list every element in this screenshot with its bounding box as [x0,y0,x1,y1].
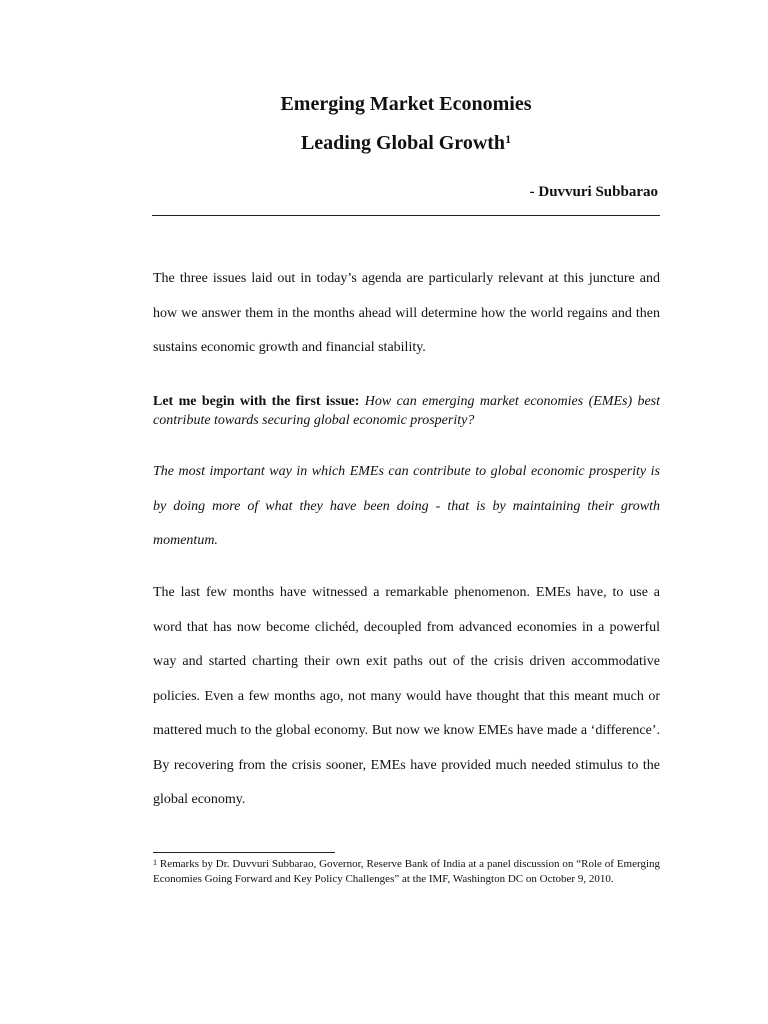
title-line-2-text: Leading Global Growth [300,132,506,154]
paragraph-decoupling: The last few months have witnessed a remarkable phenomenon. EMEs have, to use a word that has now become clichéd, decoupled from advanced economies in a powerful way and started charting their own exit paths out of the crisis driven accommodative policies. Even a few months ago, not many would have thought that this meant much or mattered much to the global economy. But now we know EMEs have made a ‘difference’. By recovering from the crisis sooner, EMEs have provided much needed stimulus to the global economy. [153,585,660,807]
footnote-divider [153,852,335,853]
paragraph-growth-momentum: The most important way in which EMEs can contribute to global economic prosperity is by doing more of what they have been doing - that is by maintaining their growth momentum. [153,464,660,548]
first-issue-question: How can emerging market economies (EMEs) best contribute towards securing global economic prosperity? [153,394,661,428]
footnote-text: Remarks by Dr. Duvvuri Subbarao, Governor, Reserve Bank of India at a panel discussion on “Role of Emerging Economies Going Forward and Key Policy Challenges” at the IMF, Washington DC on October 9, 2010. [153,858,661,885]
author-byline: - Duvvuri Subbarao [529,184,658,200]
title-line-2 [0,131,768,155]
paragraph-intro: The three issues laid out in today’s agenda are particularly relevant at this juncture and how we answer them in the months ahead will determine how the world regains and then sustains economic growth and financial stability. [153,271,660,355]
footnote-marker: 1 [153,858,157,867]
first-issue-lead: Let me begin with the first issue: [153,394,360,409]
footnote [153,857,660,887]
title-footnote-marker: 1 [505,132,512,146]
title-line-1: Emerging Market Economies [280,93,532,115]
header-divider [152,215,660,216]
paragraph-first-issue [153,392,660,430]
